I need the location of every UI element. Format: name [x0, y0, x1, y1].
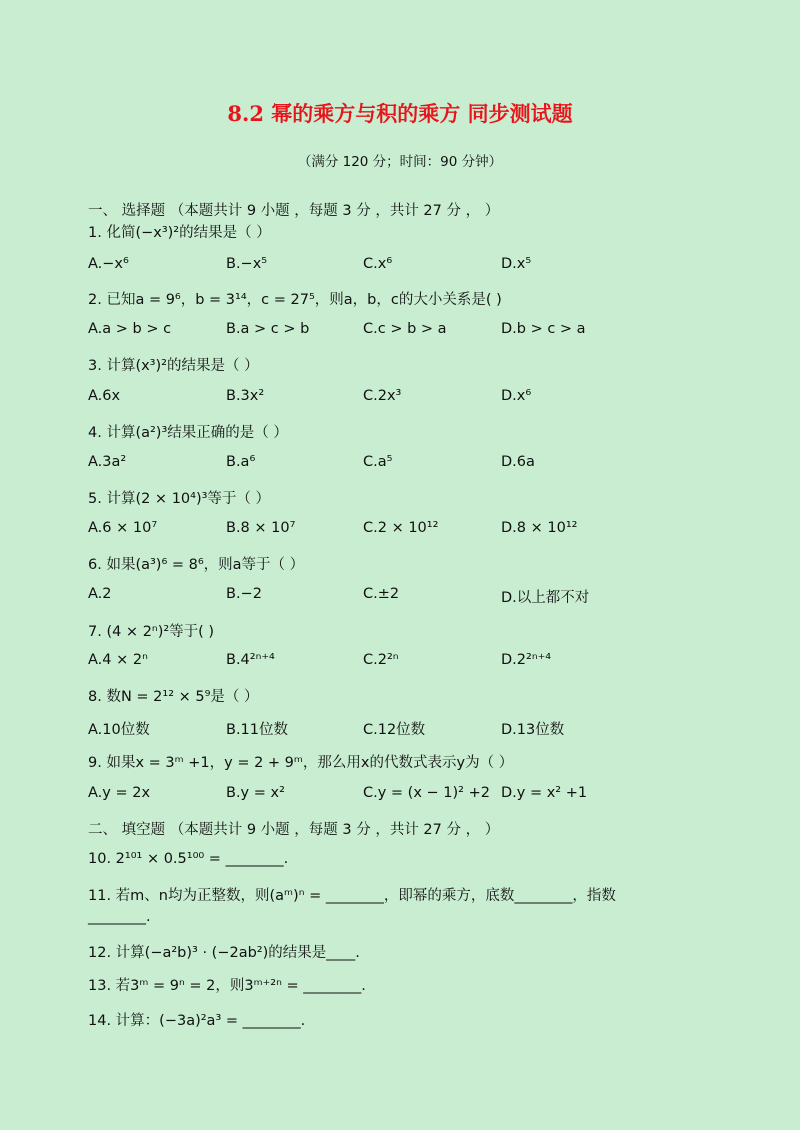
q1-option-b: B.−x⁵ [226, 256, 268, 272]
q3-option-c: C.2x³ [363, 388, 402, 404]
q3-option-b: B.3x² [226, 388, 265, 404]
q2-option-d: D.b > c > a [501, 321, 586, 337]
q6-option-c: C.±2 [363, 586, 400, 602]
q5-option-b: B.8 × 10⁷ [226, 520, 296, 536]
question-7: 7. (4 × 2ⁿ)²等于( ) [88, 624, 215, 640]
q8-option-a: A.10位数 [88, 722, 150, 738]
q8-option-c: C.12位数 [363, 722, 426, 738]
section-2-heading: 二、 填空题 （本题共计 9 小题 ，每题 3 分 ，共计 27 分 ， ） [88, 822, 500, 838]
section-1-heading: 一、 选择题 （本题共计 9 小题 ，每题 3 分 ，共计 27 分 ， ） [88, 203, 500, 219]
q9-option-a: A.y = 2x [88, 785, 151, 801]
q4-option-b: B.a⁶ [226, 454, 256, 470]
q6-option-d: D.以上都不对 [501, 590, 590, 606]
page-title: 8.2 幂的乘方与积的乘方 同步测试题 [227, 101, 573, 126]
question-9: 9. 如果x = 3ᵐ +1，y = 2 + 9ᵐ，那么用x的代数式表示y为（ ） [88, 755, 514, 771]
q9-option-c: C.y = (x − 1)² +2 [363, 785, 490, 801]
q4-option-d: D.6a [501, 454, 535, 470]
question-14: 14. 计算：(−3a)²a³ = ________. [88, 1013, 306, 1029]
q2-option-a: A.a > b > c [88, 321, 172, 337]
question-13: 13. 若3ᵐ = 9ⁿ = 2，则3ᵐ⁺²ⁿ = ________. [88, 978, 366, 994]
question-2: 2. 已知a = 9⁶，b = 3¹⁴，c = 27⁵，则a，b，c的大小关系是( ) [88, 292, 502, 308]
question-6: 6. 如果(a³)⁶ = 8⁶，则a等于（ ） [88, 557, 305, 573]
q7-option-c: C.2²ⁿ [363, 652, 399, 668]
q6-option-a: A.2 [88, 586, 112, 602]
q8-option-d: D.13位数 [501, 722, 565, 738]
q9-option-d: D.y = x² +1 [501, 785, 588, 801]
question-1: 1. 化简(−x³)²的结果是（ ） [88, 225, 271, 241]
q8-option-b: B.11位数 [226, 722, 289, 738]
q7-option-a: A.4 × 2ⁿ [88, 652, 148, 668]
q7-option-b: B.4²ⁿ⁺⁴ [226, 652, 275, 668]
question-11-continued: ________. [88, 909, 151, 925]
question-8: 8. 数N = 2¹² × 5⁹是（ ） [88, 689, 259, 705]
q1-option-c: C.x⁶ [363, 256, 393, 272]
q5-option-d: D.8 × 10¹² [501, 520, 578, 536]
page-subtitle: （满分 120 分；时间：90 分钟） [297, 154, 503, 170]
question-10: 10. 2¹⁰¹ × 0.5¹⁰⁰ = ________. [88, 851, 289, 867]
question-4: 4. 计算(a²)³结果正确的是（ ） [88, 425, 288, 441]
question-5: 5. 计算(2 × 10⁴)³等于（ ） [88, 491, 271, 507]
q1-option-d: D.x⁵ [501, 256, 532, 272]
question-11: 11. 若m、n均为正整数，则(aᵐ)ⁿ = ________，即幂的乘方，底数________，指数 [88, 888, 616, 904]
question-12: 12. 计算(−a²b)³ · (−2ab²)的结果是____. [88, 945, 360, 961]
q4-option-c: C.a⁵ [363, 454, 393, 470]
q3-option-d: D.x⁶ [501, 388, 532, 404]
q1-option-a: A.−x⁶ [88, 256, 129, 272]
q9-option-b: B.y = x² [226, 785, 285, 801]
q2-option-b: B.a > c > b [226, 321, 310, 337]
q7-option-d: D.2²ⁿ⁺⁴ [501, 652, 552, 668]
q2-option-c: C.c > b > a [363, 321, 447, 337]
q3-option-a: A.6x [88, 388, 121, 404]
q5-option-c: C.2 × 10¹² [363, 520, 439, 536]
q5-option-a: A.6 × 10⁷ [88, 520, 158, 536]
q6-option-b: B.−2 [226, 586, 262, 602]
q4-option-a: A.3a² [88, 454, 127, 470]
question-3: 3. 计算(x³)²的结果是（ ） [88, 358, 259, 374]
